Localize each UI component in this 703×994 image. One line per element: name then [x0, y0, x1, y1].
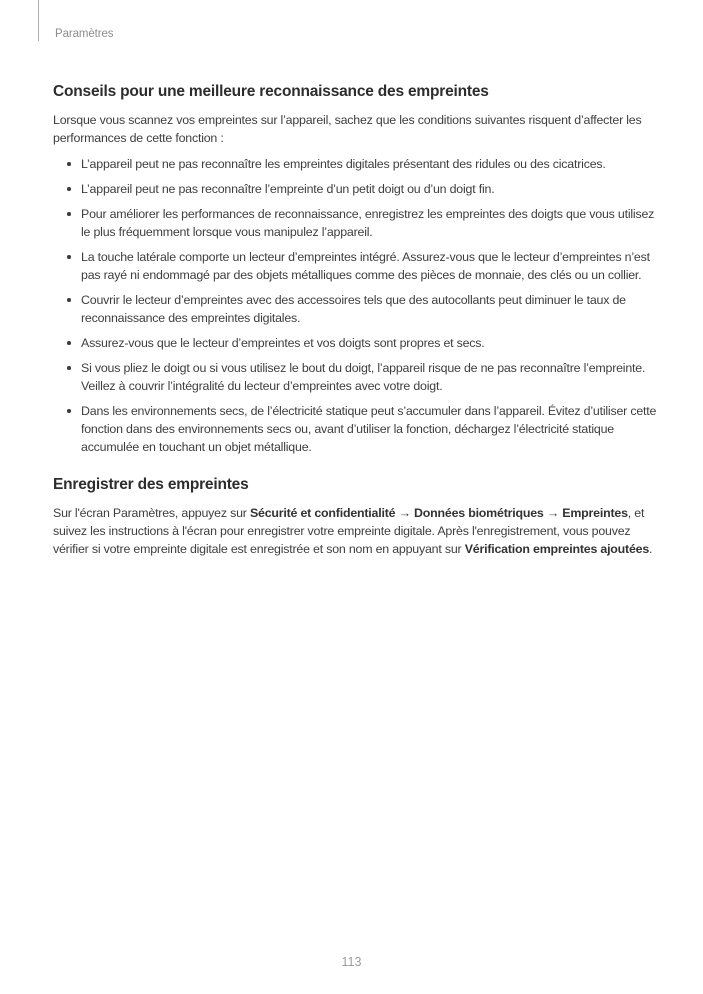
running-header-label: Paramètres: [55, 28, 114, 40]
text-segment: .: [649, 542, 653, 556]
bullet-icon: [67, 409, 71, 413]
running-header: [38, 0, 113, 41]
tip-text: Couvrir le lecteur d’empreintes avec des accessoires tels que des autocollants peut diminuer le taux de reconnaissance des empreintes digitales.: [81, 293, 626, 325]
page-content: [53, 82, 657, 558]
page-number: 113: [341, 955, 362, 969]
tip-item: [53, 402, 657, 456]
tip-item: [53, 155, 657, 173]
bullet-icon: [67, 366, 71, 370]
section-title-register: Enregistrer des empreintes: [53, 476, 249, 493]
arrow-separator: →: [395, 506, 415, 520]
text-segment: , et suivez les instructions à l'écran pour enregistrer votre empreinte digitale. Après l'enregistrement, vous pouvez vérifier si votre empreinte digitale est enregistrée et son nom en appuyant sur: [53, 506, 645, 556]
arrow-separator: →: [543, 506, 563, 520]
tip-item: [53, 180, 657, 198]
tip-item: [53, 248, 657, 284]
tips-intro: Lorsque vous scannez vos empreintes sur l’appareil, sachez que les conditions suivantes risquent d’affecter les performances de cette fonction :: [53, 113, 642, 145]
tip-item: [53, 334, 657, 352]
section-title-tips: Conseils pour une meilleure reconnaissance des empreintes: [53, 83, 489, 100]
menu-ref-fingerprints: Empreintes: [562, 506, 628, 520]
menu-ref-biometrics: Données biométriques: [414, 506, 544, 520]
register-paragraph: [53, 504, 657, 558]
menu-ref-security: Sécurité et confidentialité: [249, 506, 396, 520]
tip-item: [53, 291, 657, 327]
bullet-icon: [67, 255, 71, 259]
bullet-icon: [67, 187, 71, 191]
tip-text: L’appareil peut ne pas reconnaître les empreintes digitales présentant des ridules ou des cicatrices.: [81, 157, 606, 171]
tip-item: [53, 359, 657, 395]
bullet-icon: [67, 162, 71, 166]
tip-text: L’appareil peut ne pas reconnaître l’empreinte d’un petit doigt ou d’un doigt fin.: [81, 182, 495, 196]
header-divider: [38, 0, 39, 41]
tip-item: [53, 205, 657, 241]
tip-text: Pour améliorer les performances de reconnaissance, enregistrez les empreintes des doigts que vous utilisez le plus fréquemment lorsque vous manipulez l’appareil.: [81, 207, 655, 239]
bullet-icon: [67, 212, 71, 216]
tips-list: [53, 155, 657, 456]
tip-text: Si vous pliez le doigt ou si vous utilisez le bout du doigt, l’appareil risque de ne pas reconnaître l’empreinte. Veillez à couvrir l’intégralité du lecteur d’empreintes avec votre doigt.: [81, 361, 646, 393]
tip-text: Dans les environnements secs, de l’électricité statique peut s’accumuler dans l’appareil. Évitez d’utiliser cette fonction dans des environnements secs ou, avant d’utiliser la fonction, déchargez l’électricité statique accumulée en touchant un objet métallique.: [81, 404, 657, 454]
tip-text: La touche latérale comporte un lecteur d’empreintes intégré. Assurez-vous que le lecteur d’empreintes n’est pas rayé ni endommagé par des objets métalliques comme des pièces de monnaie, des clés ou un collier.: [81, 250, 650, 282]
menu-ref-check-added-fingerprints: Vérification empreintes ajoutées: [464, 542, 650, 556]
text-segment: Sur l'écran Paramètres, appuyez sur: [53, 506, 250, 520]
bullet-icon: [67, 341, 71, 345]
bullet-icon: [67, 298, 71, 302]
tip-text: Assurez-vous que le lecteur d’empreintes et vos doigts sont propres et secs.: [81, 336, 485, 350]
